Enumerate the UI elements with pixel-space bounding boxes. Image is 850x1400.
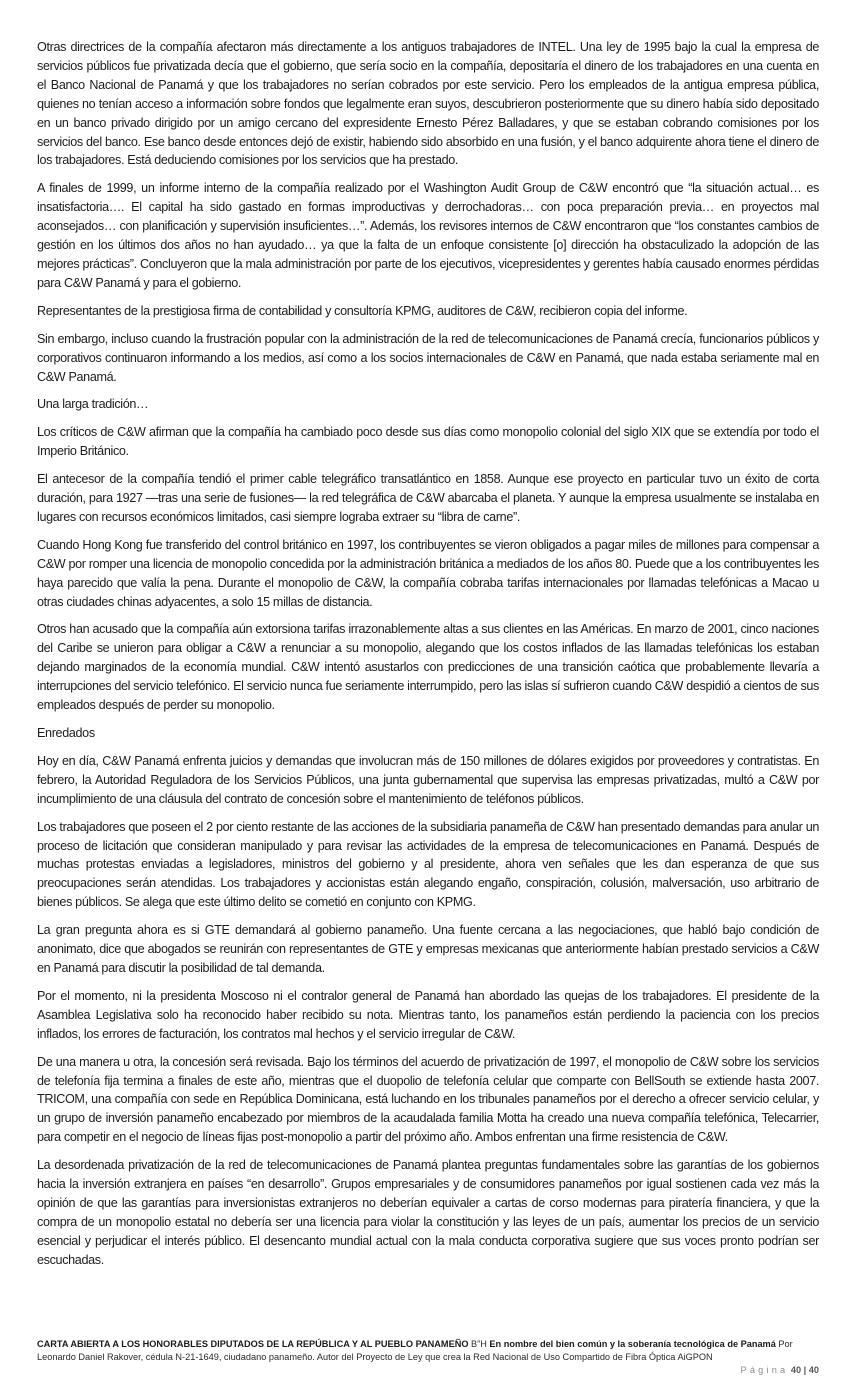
footer-subtitle: En nombre del bien común y la soberanía tecnológica de Panamá (489, 1339, 776, 1349)
page-count: 40 | 40 (790, 1365, 819, 1376)
page-number (37, 1364, 819, 1377)
document-body (37, 38, 819, 1279)
section-heading: Una larga tradición… (37, 397, 149, 412)
paragraph: Los críticos de C&W afirman que la compañía ha cambiado poco desde sus días como monopolio colonial del siglo XIX que se extendía por todo el Imperio Británico. (37, 425, 819, 459)
paragraph: De una manera u otra, la concesión será revisada. Bajo los términos del acuerdo de privatización de 1997, el monopolio de C&W sobre los servicios de telefonía fija termina a finales de este año, mientras que el duopolio de telefonía celular que comparte con BellSouth se extiende hasta 2007. TRICOM, una compañía con sede en República Dominicana, está luchando en los tribunales panameños por el derecho a ofrecer servicio celular, y un grupo de inversión panameño encabezado por miembros de la acaudalada familia Motta ha creado una nueva compañía telefónica, Telecarrier, para competir en el negocio de líneas fijas post-monopolio a partir del próximo año. Ambos enfrentan una firme resistencia de C&W. (37, 1054, 819, 1145)
paragraph: La desordenada privatización de la red de telecomunicaciones de Panamá plantea preguntas fundamentales sobre las garantías de los gobiernos hacia la inversión extranjera en países “en desarrollo”. Grupos empresariales y de consumidores panameños por igual sostienen cada vez más la opinión de que las garantías para inversionistas extranjeros no deberían equivaler a cartas de corso modernas para piratería financiera, y que la compra de un monopolio estatal no debería ser una licencia para violar la constitución y las leyes de un país, aumentar los precios de un servicio esencial y perjudicar el interés público. El desencanto mundial actual con la mala conducta corporativa sugiere que sus voces pronto podrían ser escuchadas. (37, 1158, 819, 1267)
footer-title-line (37, 1338, 819, 1351)
paragraph: Otros han acusado que la compañía aún extorsiona tarifas irrazonablemente altas a sus clientes en las Américas. En marzo de 2001, cinco naciones del Caribe se unieron para obligar a C&W a renunciar a su monopolio, alegando que los costos inflados de las llamadas telefónicas los estaban dejando marginados de la economía mundial. C&W intentó asustarlos con predicciones de una transición caótica que probablemente llevaría a interrupciones del servicio telefónico. El servicio nunca fue seriamente interrumpido, pero las islas sí sufrieron cuando C&W despidió a cientos de sus empleados después de perder su monopolio. (37, 622, 819, 713)
footer-author-prefix: Por (775, 1339, 793, 1349)
footer-author-line: Leonardo Daniel Rakover, cédula N-21-1649, ciudadano panameño. Autor del Proyecto de Ley que crea la Red Nacional de Uso Compartido de Fibra Óptica AiGPON (37, 1351, 713, 1362)
page-label: Página (740, 1365, 789, 1376)
paragraph: Por el momento, ni la presidenta Moscoso ni el contralor general de Panamá han abordado las quejas de los trabajadores. El presidente de la Asamblea Legislativa solo ha reconocido haber recibido su nota. Mientras tanto, los panameños están perdiendo la paciencia con los precios inflados, los errores de facturación, los contratos mal hechos y el servicio irregular de C&W. (37, 988, 819, 1041)
paragraph: Otras directrices de la compañía afectaron más directamente a los antiguos trabajadores de INTEL. Una ley de 1995 bajo la cual la empresa de servicios públicos fue privatizada decía que el gobierno, que sería socio en la compañía, depositaría el dinero de los trabajadores en una cuenta en el Banco Nacional de Panamá y que los trabajadores no serían cobrados por este servicio. Pero los empleados de la antigua empresa pública, quienes no tenían acceso a información sobre fondos que legalmente eran suyos, descubrieron posteriormente que su dinero había sido depositado en un banco privado dirigido por un amigo cercano del expresidente Ernesto Pérez Balladares, y que se estaban cobrando comisiones por los servicios del banco. Ese banco desde entonces dejó de existir, habiendo sido absorbido en una fusión, y el banco adquirente ahora tiene el dinero de los trabajadores. Está deduciendo comisiones por los servicios que ha prestado. (37, 40, 819, 168)
paragraph: Hoy en día, C&W Panamá enfrenta juicios y demandas que involucran más de 150 millones de dólares exigidos por proveedores y contratistas. En febrero, la Autoridad Reguladora de los Servicios Públicos, una junta gubernamental que supervisa las empresas privatizadas, multó a C&W por incumplimiento de una cláusula del contrato de concesión sobre el mantenimiento de teléfonos públicos. (37, 753, 819, 806)
paragraph: Representantes de la prestigiosa firma de contabilidad y consultoría KPMG, auditores de C&W, recibieron copia del informe. (37, 303, 688, 318)
paragraph: A finales de 1999, un informe interno de la compañía realizado por el Washington Audit Group de C&W encontró que “la situación actual… es insatisfactoria…. El capital ha sido gastado en formas improductivas y derrochadoras… con poca preparación previa… en proyectos mal aconsejados… con planificación y supervisión insuficientes…”. Además, los revisores internos de C&W encontraron que “los constantes cambios de gestión en los últimos dos años no han ayudado… ya que la falta de un enfoque consistente [o] dirección ha obstaculizado la adopción de las mejores prácticas”. Concluyeron que la mala administración por parte de los ejecutivos, vicepresidentes y gerentes había causado enormes pérdidas para C&W Panamá y para el gobierno. (37, 181, 819, 290)
footer-separator: B”H (468, 1339, 490, 1349)
paragraph: La gran pregunta ahora es si GTE demandará al gobierno panameño. Una fuente cercana a las negociaciones, que habló bajo condición de anonimato, dice que abogados se reunirán con representantes de GTE y empresas mexicanas que anteriormente habían prestado servicios a C&W en Panamá para discutir la posibilidad de tal demanda. (37, 923, 819, 975)
paragraph: El antecesor de la compañía tendió el primer cable telegráfico transatlántico en 1858. Aunque ese proyecto en particular tuvo un éxito de corta duración, para 1927 —tras una serie de fusiones— la red telegráfica de C&W abarcaba el planeta. Y aunque la empresa usualmente se instalaba en lugares con recursos económicos limitados, casi siempre lograba extraer su “libra de carne”. (37, 472, 819, 524)
paragraph: Los trabajadores que poseen el 2 por ciento restante de las acciones de la subsidiaria panameña de C&W han presentado demandas para anular un proceso de licitación que consideran manipulado y para revisar las actividades de la empresa de telecomunicaciones en Panamá. Después de muchas protestas enviadas a legisladores, ministros del gobierno y al presidente, ahora ven señales que les dan esperanza de que sus preocupaciones serán atendidas. Los trabajadores y accionistas están alegando engaño, conspiración, colusión, malversación, uso arbitrario de bienes públicos. Se alega que este último delito se cometió en conjunto con KPMG. (37, 819, 819, 910)
section-heading: Enredados (37, 726, 95, 740)
page-footer (37, 1338, 819, 1377)
paragraph: Sin embargo, incluso cuando la frustración popular con la administración de la red de telecomunicaciones de Panamá crecía, funcionarios públicos y corporativos continuaron informando a los medios, así como a los socios internacionales de C&W en Panamá, que nada estaba seriamente mal en C&W Panamá. (37, 331, 819, 384)
footer-title: CARTA ABIERTA A LOS HONORABLES DIPUTADOS DE LA REPÚBLICA Y AL PUEBLO PANAMEÑO (37, 1339, 469, 1349)
paragraph: Cuando Hong Kong fue transferido del control británico en 1997, los contribuyentes se vieron obligados a pagar miles de millones para compensar a C&W por romper una licencia de monopolio concedida por la administración británica a mediados de los años 80. Puede que a los contribuyentes les haya parecido que valía la pena. Durante el monopolio de C&W, la compañía cobraba tarifas internacionales por llamadas telefónicas a Macao u otras ciudades chinas adyacentes, a solo 15 millas de distancia. (37, 537, 819, 609)
